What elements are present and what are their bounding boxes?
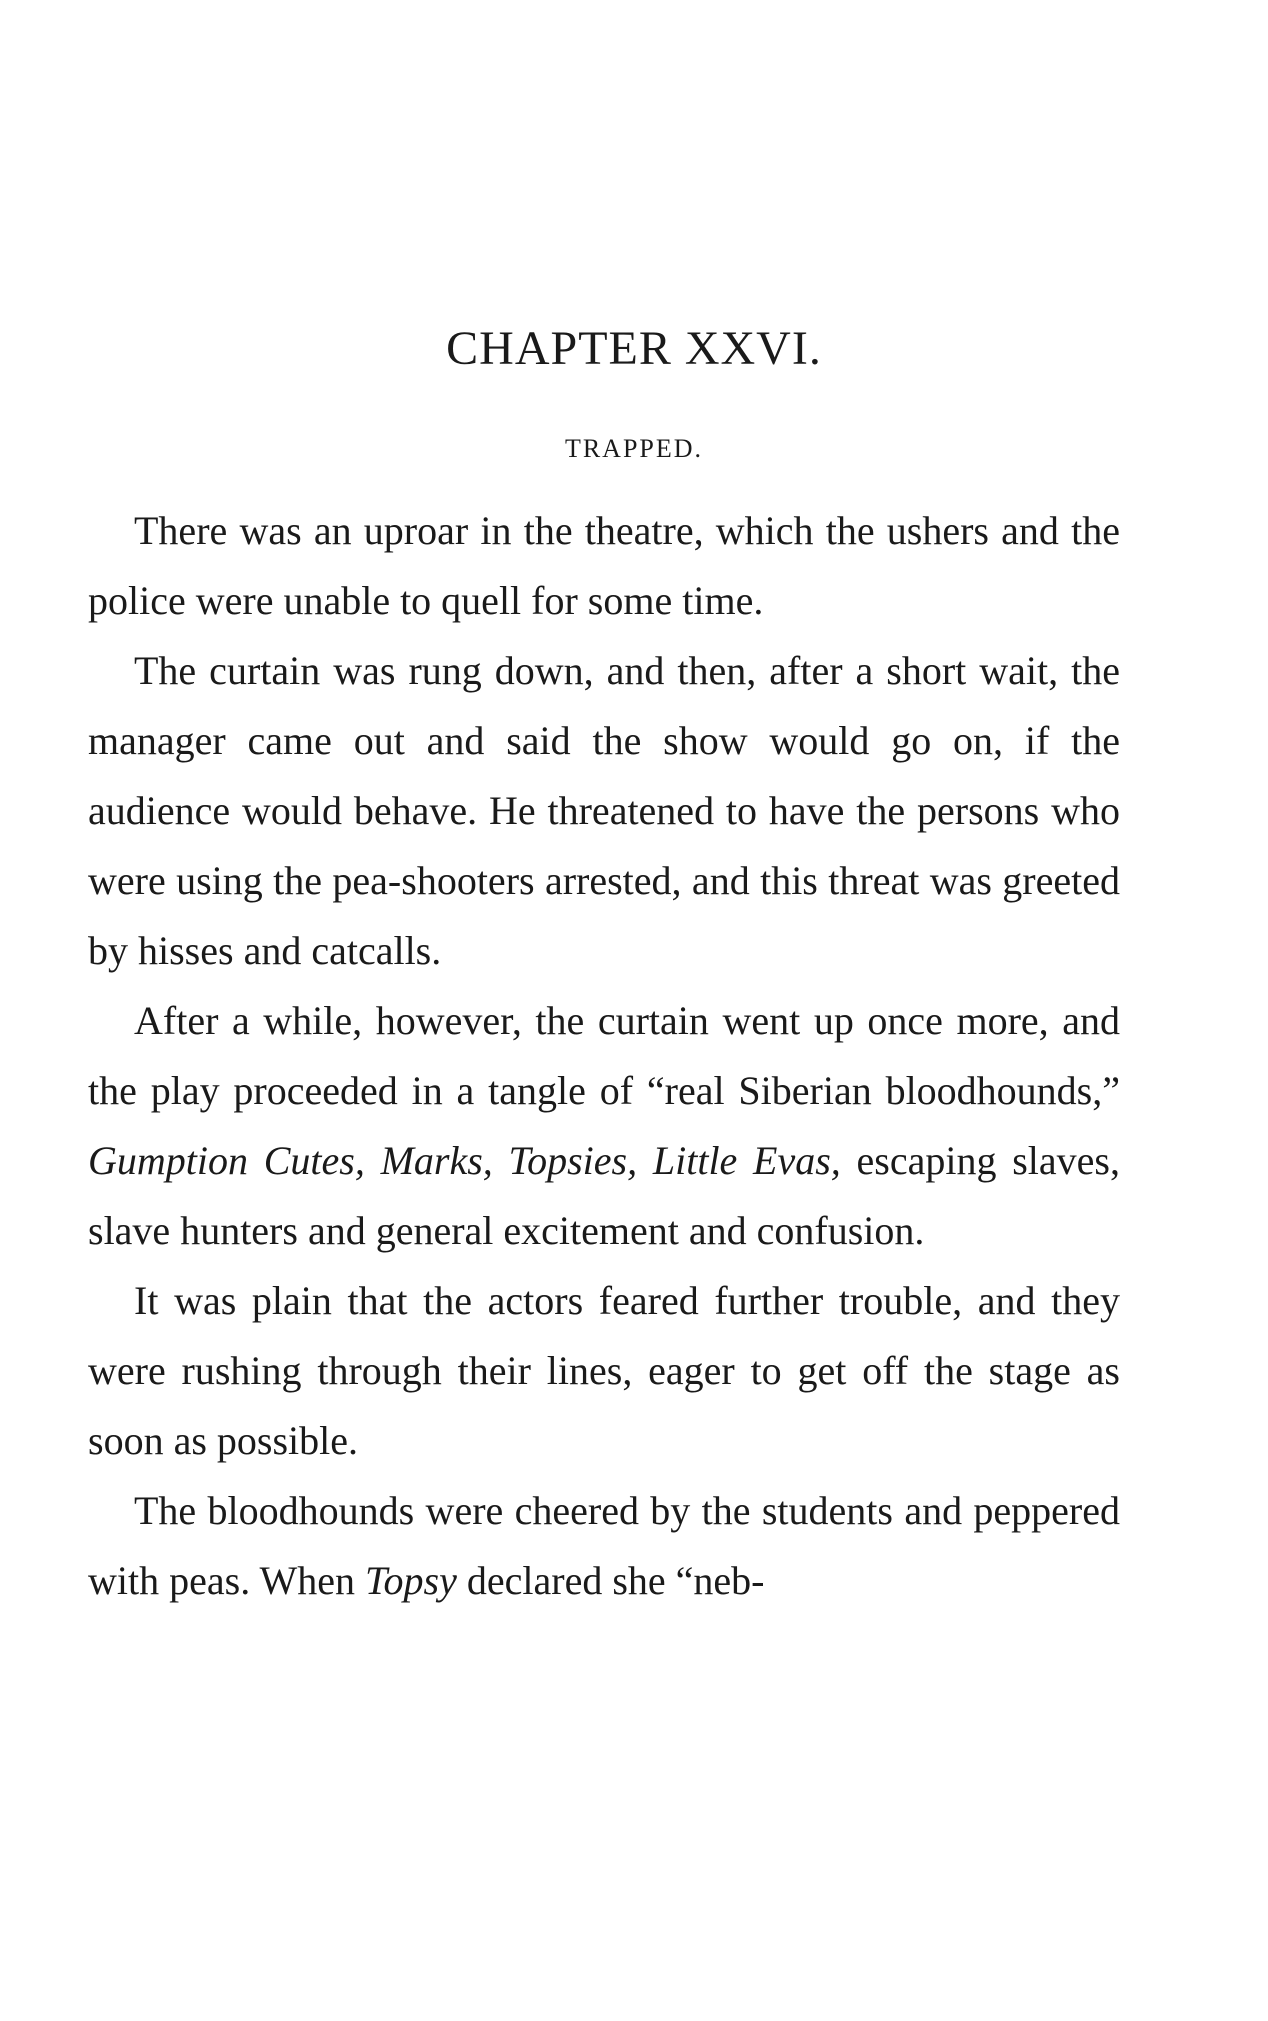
paragraph [88,1476,1120,1616]
body-text [88,496,1120,1616]
paragraph [88,1266,1120,1476]
chapter-title: CHAPTER XXVI. [446,322,822,375]
paragraph [88,636,1120,986]
paragraph [88,496,1120,636]
text-run: There was an uproar in the theatre, which the ushers and the police were unable to quell for some time. [88,508,1120,623]
text-run: The bloodhounds were cheered by the students and peppered with peas. When [88,1488,1120,1603]
text-run: After a while, however, the curtain went up once more, and the play proceeded in a tangle of “real Siberian bloodhounds,” [88,998,1120,1113]
text-run: The curtain was rung down, and then, after a short wait, the manager came out and said the show would go on, if the audience would behave. He threatened to have the persons who were using the pea-shooters arrested, and this threat was greeted by hisses and catcalls. [88,648,1120,973]
paragraph [88,986,1120,1266]
text-run: It was plain that the actors feared further trouble, and they were rushing through their lines, eager to get off the stage as soon as possible. [88,1278,1120,1463]
text-run: escaping slaves, slave hunters and general excitement and confusion. [88,1138,1120,1253]
text-run: declared she “neb- [456,1558,765,1603]
italic-text-run: Gumption Cutes, Marks, Topsies, Little Evas, [88,1138,841,1183]
italic-text-run: Topsy [364,1558,457,1603]
chapter-subtitle: TRAPPED. [564,434,704,463]
